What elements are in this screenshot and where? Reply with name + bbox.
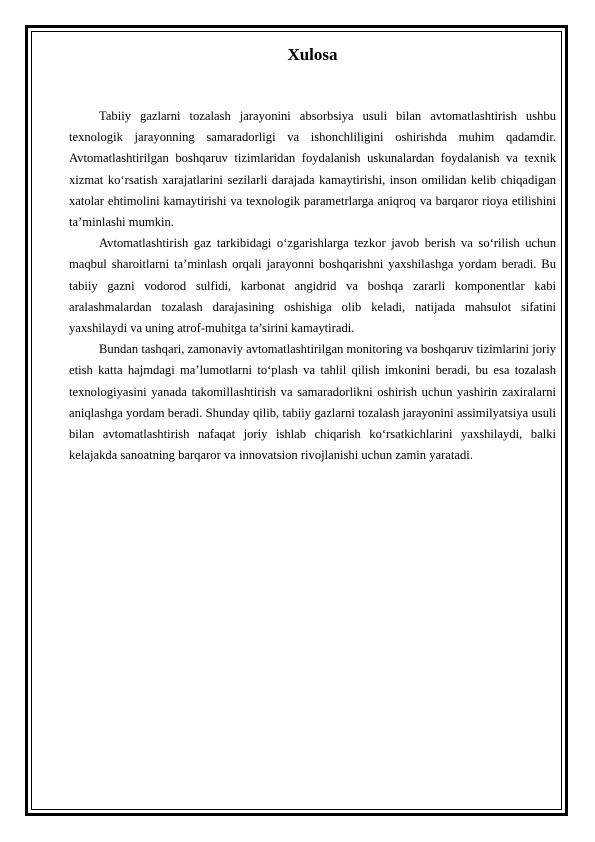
document-body: [69, 40, 556, 466]
page-title: Xulosa: [287, 45, 338, 64]
paragraph-3: Bundan tashqari, zamonaviy avtomatlashtirilgan monitoring va boshqaruv tizimlarini joriy etish katta hajmdagi ma’lumotlarni to‘plash va tahlil qilish imkonini beradi, bu esa tozalash texnologiyasini yanada takomillashtirish va samaradorlikni oshirish uchun yashirin zaxiralarni aniqlashga yordam beradi. Shunday qilib, tabiiy gazlarni tozalash jarayonini assimilyatsiya usuli bilan avtomatlashtirish nafaqat joriy ishlab chiqarish ko‘rsatkichlarini yaxshilaydi, balki kelajakda sanoatning barqaror va innovatsion rivojlanishi uchun zamin yaratadi.: [69, 342, 556, 463]
paragraph-2: Avtomatlashtirish gaz tarkibidagi o‘zgarishlarga tezkor javob berish va so‘rilish uchun maqbul sharoitlarni ta’minlash orqali jarayonni boshqarishni yaxshilashga yordam beradi. Bu tabiiy gazni vodorod sulfidi, karbonat angidrid va boshqa zararli komponentlar kabi aralashmalardan tozalash darajasining oshishiga olib keladi, natijada mahsulot sifatini yaxshilaydi va uning atrof-muhitga ta’sirini kamaytiradi.: [69, 236, 556, 336]
paragraph-1: Tabiiy gazlarni tozalash jarayonini absorbsiya usuli bilan avtomatlashtirish ushbu texnologik jarayonning samaradorligi va ishonchliligini oshirishda muhim qadamdir. Avtomatlashtirilgan boshqaruv tizimlaridan foydalanish uskunalardan foydalanish va texnik xizmat ko‘rsatish xarajatlarini sezilarli darajada kamaytirishi, inson omilidan kelib chiqadigan xatolar ehtimolini kamaytirishi va texnologik parametrlarga aniqroq va barqaror rioya etilishini ta’minlashi mumkin.: [69, 109, 556, 230]
title-spacer: [69, 70, 556, 106]
